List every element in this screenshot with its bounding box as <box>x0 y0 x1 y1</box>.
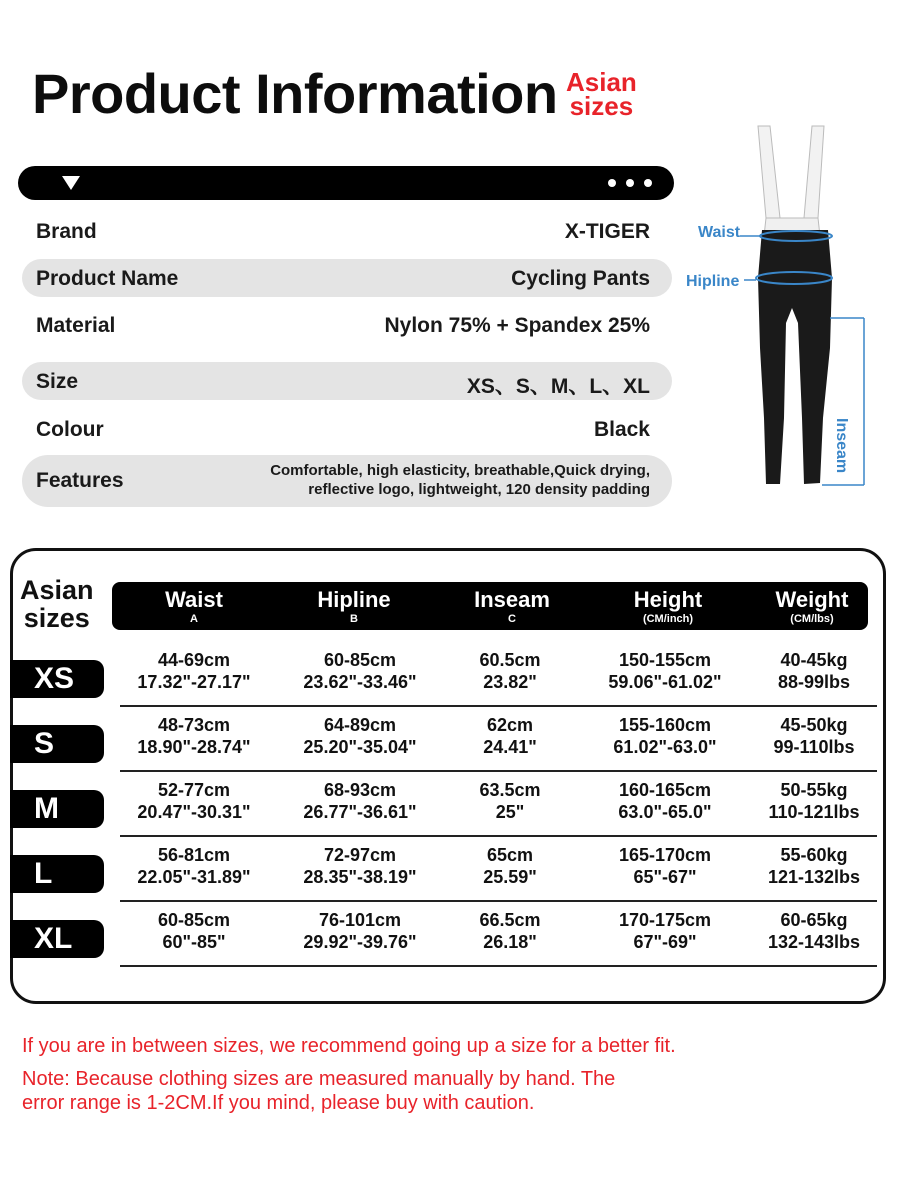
cell-waist: 60-85cm 60"-85" <box>157 910 231 952</box>
cell-inseam: 62cm 24.41" <box>483 715 537 757</box>
hipline-dimension-label: Hipline <box>686 273 740 290</box>
size-chart-header <box>112 582 868 630</box>
info-key: Brand <box>36 220 97 243</box>
info-value: Nylon 75% + Spandex 25% <box>384 314 650 337</box>
cell-height: 160-165cm 63.0"-65.0" <box>618 780 712 822</box>
triangle-down-icon <box>62 176 80 190</box>
info-value: XS、S、M、L、XL <box>466 375 650 398</box>
cell-inseam: 63.5cm 25" <box>479 780 541 822</box>
column-header-inseam: Inseam C <box>474 587 550 625</box>
size-label-xs: XS <box>10 660 104 698</box>
cell-inseam: 60.5cm 23.82" <box>479 650 541 692</box>
cell-hipline: 60-85cm 23.62"-33.46" <box>303 650 417 692</box>
cell-hipline: 76-101cm 29.92"-39.76" <box>303 910 417 952</box>
info-key: Size <box>36 370 79 393</box>
size-row-l <box>120 838 877 902</box>
info-value: Cycling Pants <box>511 267 650 290</box>
cell-hipline: 68-93cm 26.77"-36.61" <box>303 780 417 822</box>
size-row-xs <box>120 643 877 707</box>
size-row-s <box>120 708 877 772</box>
size-label-xl: XL <box>10 920 104 958</box>
cell-height: 155-160cm 61.02"-63.0" <box>613 715 717 757</box>
cell-inseam: 65cm 25.59" <box>483 845 537 887</box>
info-row-size <box>22 362 672 400</box>
waist-dimension-label: Waist <box>698 224 741 241</box>
size-advice-note: If you are in between sizes, we recommend going up a size for a better fit. <box>22 1035 676 1057</box>
cell-height: 165-170cm 65"-67" <box>618 845 712 887</box>
info-value: X-TIGER <box>564 220 650 243</box>
info-key: Material <box>36 314 116 337</box>
cell-weight: 55-60kg 121-132lbs <box>767 845 861 887</box>
info-key: Features <box>36 469 124 492</box>
cell-waist: 44-69cm 17.32"-27.17" <box>137 650 251 692</box>
inseam-dimension-label: Inseam <box>833 418 850 474</box>
pants-drawing <box>680 118 900 518</box>
cell-weight: 45-50kg 99-110lbs <box>773 715 855 757</box>
size-label-m: M <box>10 790 104 828</box>
region-label-line-1: Asian <box>20 575 94 605</box>
size-row-m <box>120 773 877 837</box>
asian-sizes-badge <box>566 67 637 121</box>
page-title: Product Information <box>32 62 558 125</box>
cell-waist: 52-77cm 20.47"-30.31" <box>137 780 251 822</box>
cell-waist: 48-73cm 18.90"-28.74" <box>137 715 251 757</box>
info-key: Product Name <box>36 267 179 290</box>
cell-waist: 56-81cm 22.05"-31.89" <box>137 845 251 887</box>
badge-line-2: sizes <box>569 91 634 121</box>
info-header-bar <box>18 166 674 200</box>
badge-line-1: Asian <box>566 67 637 97</box>
size-label-l: L <box>10 855 104 893</box>
info-row-brand <box>22 212 672 250</box>
cell-hipline: 64-89cm 25.20"-35.04" <box>303 715 417 757</box>
column-header-height: Height (CM/inch) <box>633 587 703 625</box>
cell-weight: 60-65kg 132-143lbs <box>767 910 861 952</box>
info-value: Black <box>593 418 650 441</box>
size-label-s: S <box>10 725 104 763</box>
column-header-hipline: Hipline B <box>317 587 391 625</box>
info-key: Colour <box>36 418 104 441</box>
size-row-xl <box>120 903 877 967</box>
cell-height: 170-175cm 67"-69" <box>618 910 712 952</box>
measurement-note-line-2: error range is 1-2CM.If you mind, please buy with caution. <box>22 1092 535 1114</box>
measurement-note-line-1: Note: Because clothing sizes are measured manually by hand. The <box>22 1068 616 1090</box>
cycling-pants-illustration <box>680 118 900 518</box>
more-dots-icon <box>608 179 652 187</box>
info-row-features <box>22 455 672 507</box>
cell-hipline: 72-97cm 28.35"-38.19" <box>303 845 417 887</box>
cell-weight: 40-45kg 88-99lbs <box>777 650 851 692</box>
cell-weight: 50-55kg 110-121lbs <box>768 780 860 822</box>
region-label-line-2: sizes <box>23 603 90 633</box>
cell-height: 150-155cm 59.06"-61.02" <box>608 650 722 692</box>
info-row-material <box>22 306 672 344</box>
cell-inseam: 66.5cm 26.18" <box>479 910 541 952</box>
info-row-colour <box>22 410 672 448</box>
column-header-waist: Waist A <box>165 587 223 625</box>
column-header-weight: Weight (CM/lbs) <box>775 587 849 625</box>
size-chart-region-label <box>20 576 94 632</box>
info-value: Comfortable, high elasticity, breathable,Quick drying, reflective logo, lightweight, 120 density padding <box>270 462 650 498</box>
info-row-product-name <box>22 259 672 297</box>
